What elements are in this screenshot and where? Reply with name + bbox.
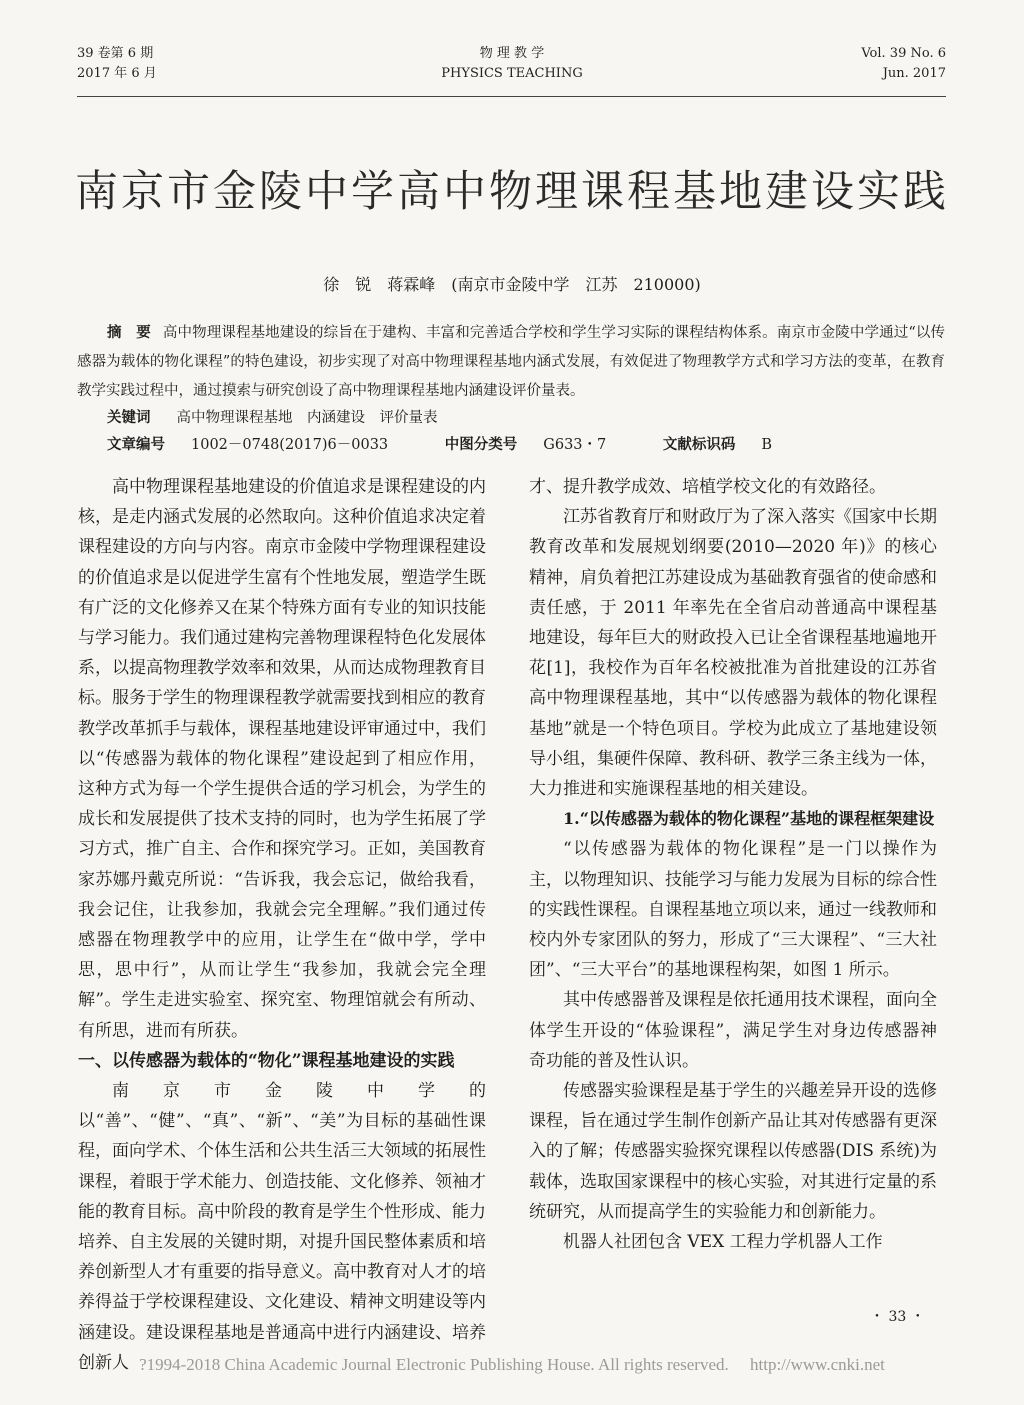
section-heading: 一、以传感器为载体的“物化”课程基地建设的实践 [78, 1050, 455, 1071]
article-authors: 徐 锐 蒋霖峰 (南京市金陵中学 江苏 210000) [323, 275, 701, 294]
article-no-label: 文章编号 [107, 436, 165, 453]
paragraph: 才、提升教学成效、培植学校文化的有效路径。 [529, 477, 886, 497]
article-identifiers [107, 430, 772, 460]
journal-volume-en [861, 44, 946, 84]
keywords [107, 403, 438, 433]
volume-no-en: Vol. 39 No. 6 [861, 46, 946, 61]
body-column-right [529, 472, 937, 1257]
paragraph: “以传感器为载体的物化课程”是一门以操作为主，以物理知识、技能学习与能力发展为目标的综合性的实践性课程。自课程基地立项以来，通过一线教师和校内外专家团队的努力，形成了“三大课程”、“三大社团”、“三大平台”的基地课程构架，如图 1 所示。 [529, 839, 937, 981]
paragraph: 传感器实验课程是基于学生的兴趣差异开设的选修课程，旨在通过学生制作创新产品让其对传感器有更深入的了解；传感器实验探究课程以传感器(DIS 系统)为载体，选取国家课程中的核心实验，对其进行定量的系统研究，从而提高学生的实验能力和创新能力。 [529, 1081, 937, 1222]
paragraph: 其中传感器普及课程是依托通用技术课程，面向全体学生开设的“体验课程”，满足学生对身边传感器神奇功能的普及性认识。 [529, 990, 937, 1071]
paragraph: 机器人社团包含 VEX 工程力学机器人工作 [563, 1232, 883, 1253]
doc-code-label: 文献标识码 [662, 436, 736, 453]
copyright-footer: ?1994-2018 China Academic Journal Electronic Publishing House. All rights reserved. http://www.cnki.net [139, 1355, 885, 1374]
keywords-label: 关键词 [107, 409, 151, 426]
clc-label: 中图分类号 [444, 436, 518, 453]
publish-date: 2017 年 6 月 [77, 66, 157, 81]
date-en: Jun. 2017 [882, 66, 946, 81]
journal-name-cn: 物 理 教 学 [479, 46, 545, 61]
abstract-text: 高中物理课程基地建设的综旨在于建构、丰富和完善适合学校和学生学习实际的课程结构体系。南京市金陵中学通过“以传感器为载体的物化课程”的特色建设，初步实现了对高中物理课程基地内涵式发展，有效促进了物理教学方式和学习方法的变革，在教育教学实践过程中，通过摸索与研究创设了高中物理课程基地内涵建设评价量表。 [77, 325, 945, 399]
paragraph: 南京市金陵中学的以“善”、“健”、“真”、“新”、“美”为目标的基础性课程，面向学术、个体生活和公共生活三大领域的拓展性课程，着眼于学术能力、创造技能、文化修养、领袖才能的教育目标。高中阶段的教育是学生个性形成、能力培养、自主发展的关键时期，对提升国民整体素质和培养创新型人才有重要的指导意义。高中教育对人才的培养得益于学校课程建设、文化建设、精神文明建设等内涵建设。建设课程基地是普通高中进行内涵建设、培养创新人 [78, 1081, 486, 1373]
paragraph: 江苏省教育厅和财政厅为了深入落实《国家中长期教育改革和发展规划纲要(2010—2020 年)》的核心精神，肩负着把江苏建设成为基础教育强省的使命感和责任感，于 2011 年率先在全省启动普通高中课程基地建设，每年巨大的财政投入已让全省课程基地遍地开花[1]，我校作为百年名校被批准为首批建设的江苏省高中物理课程基地，其中“以传感器为载体的物化课程基地”就是一个特色项目。学校为此成立了基地建设领导小组，集硬件保障、教科研、教学三条主线为一体，大力推进和实施课程基地的相关建设。 [529, 507, 937, 800]
keywords-text: 高中物理课程基地 内涵建设 评价量表 [176, 410, 438, 426]
journal-name-en: PHYSICS TEACHING [441, 66, 583, 81]
doc-code: B [761, 437, 773, 453]
clc-code: G633・7 [543, 437, 607, 453]
abstract [77, 318, 945, 406]
article-no: 1002－0748(2017)6－0033 [191, 437, 389, 453]
volume-issue: 39 卷第 6 期 [77, 46, 154, 61]
body-column-left [78, 472, 486, 1378]
article-title: 南京市金陵中学高中物理课程基地建设实践 [75, 167, 949, 217]
page-number: ・ 33 ・ [870, 1309, 925, 1325]
paragraph: 高中物理课程基地建设的价值追求是课程建设的内核，是走内涵式发展的必然取向。这种价值追求决定着课程建设的方向与内容。南京市金陵中学物理课程建设的价值追求是以促进学生富有个性地发展，塑造学生既有广泛的文化修养又在某个特殊方面有专业的知识技能与学习能力。我们通过建构完善物理课程特色化发展体系，以提高物理教学效率和效果，从而达成物理教育目标。服务于学生的物理课程教学就需要找到相应的教育教学改革抓手与载体，课程基地建设评审通过中，我们以“传感器为载体的物化课程”建设起到了相应作用，这种方式为每一个学生提供合适的学习机会，为学生的成长和发展提供了技术支持的同时，也为学生拓展了学习方式，推广自主、合作和探究学习。正如，美国教育家苏娜丹戴克所说：“告诉我，我会忘记，做给我看，我会记住，让我参加，我就会完全理解。”我们通过传感器在物理教学中的应用，让学生在“做中学，学中思，思中行”，从而让学生“我参加，我就会完全理解”。学生走进实验室、探究室、物理馆就会有所动、有所思，进而有所获。 [78, 477, 486, 1041]
subsection-heading: 1.“以传感器为载体的物化课程”基地的课程框架建设 [563, 809, 935, 829]
header-divider [77, 96, 946, 97]
abstract-label: 摘 要 [107, 324, 151, 341]
